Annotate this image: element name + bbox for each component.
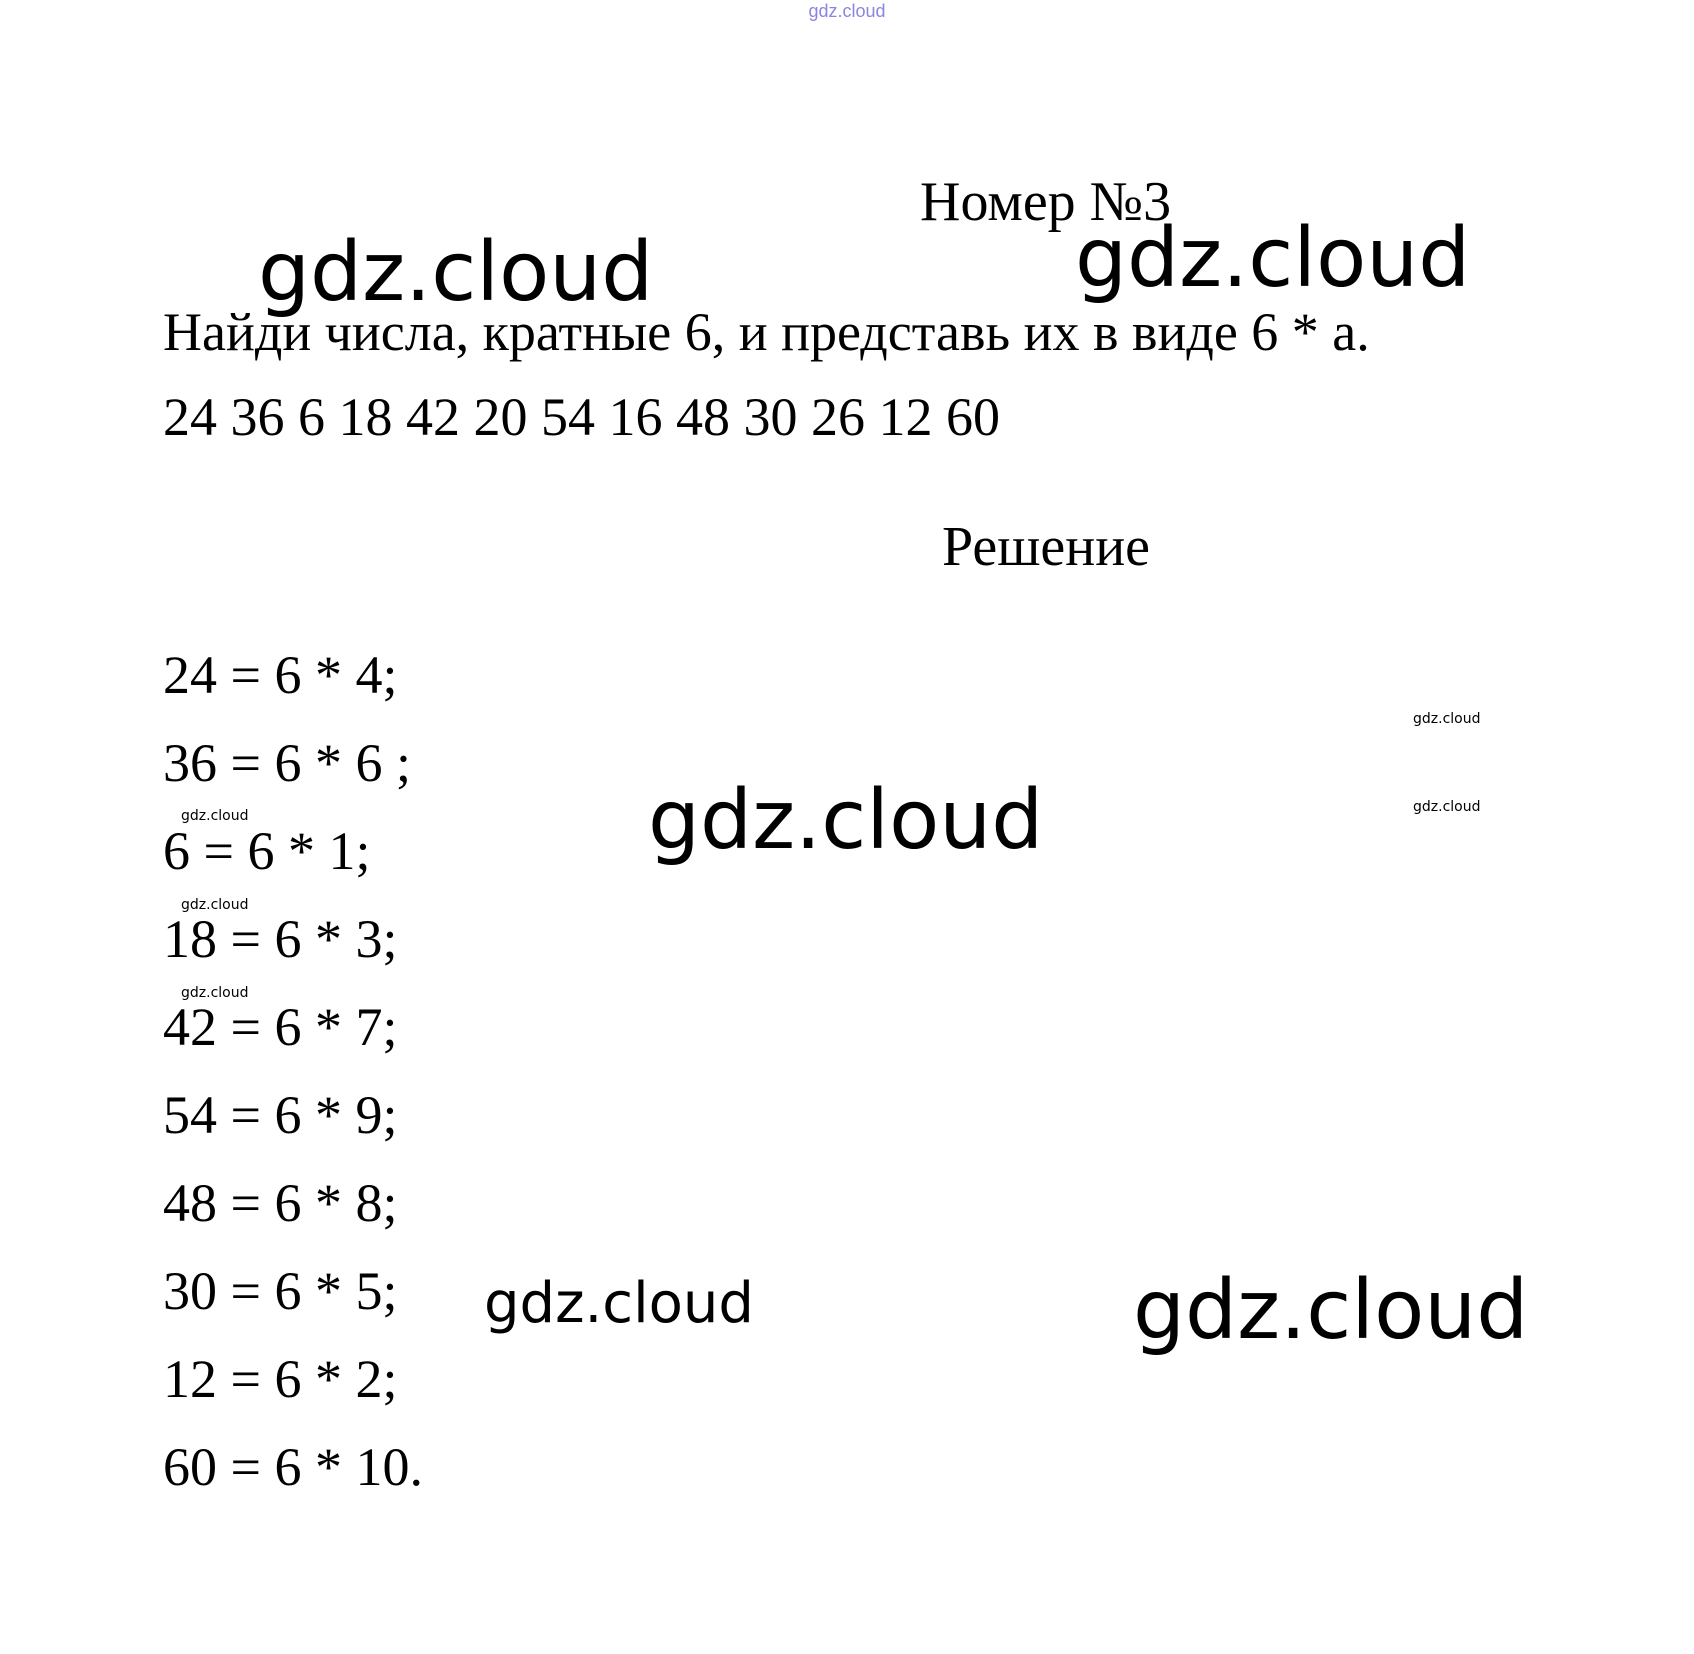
watermark: gdz.cloud	[484, 1271, 754, 1336]
solution-line: 12 = 6 * 2;	[163, 1349, 398, 1409]
solution-heading: Решение	[942, 516, 1151, 578]
solution-line: 48 = 6 * 8;	[163, 1173, 398, 1233]
watermark: gdz.cloud	[1413, 799, 1481, 815]
problem-number-list: 24 36 6 18 42 20 54 16 48 30 26 12 60	[163, 387, 1000, 447]
problem-title: Номер №3	[920, 171, 1172, 233]
solution-equation-list	[163, 643, 423, 1523]
solution-line: 42 = 6 * 7;	[163, 997, 398, 1057]
watermark: gdz.cloud	[1133, 1263, 1529, 1358]
problem-task-text: Найди числа, кратные 6, и представь их в виде 6 * a.	[163, 302, 1370, 362]
watermark: gdz.cloud	[1413, 711, 1481, 727]
watermark: gdz.cloud	[181, 985, 249, 1001]
solution-line: 30 = 6 * 5;	[163, 1261, 398, 1321]
solution-line: 24 = 6 * 4;	[163, 645, 398, 705]
watermark: gdz.cloud	[648, 773, 1044, 868]
solution-line: 18 = 6 * 3;	[163, 909, 398, 969]
site-mark-header: gdz.cloud	[808, 1, 886, 21]
watermark: gdz.cloud	[181, 808, 249, 824]
solution-line: 6 = 6 * 1;	[163, 821, 371, 881]
watermark: gdz.cloud	[181, 897, 249, 913]
solution-line: 54 = 6 * 9;	[163, 1085, 398, 1145]
watermark: gdz.cloud	[1075, 211, 1471, 306]
watermark: gdz.cloud	[258, 225, 654, 320]
solution-line: 36 = 6 * 6 ;	[163, 733, 411, 793]
solution-line: 60 = 6 * 10.	[163, 1437, 423, 1497]
